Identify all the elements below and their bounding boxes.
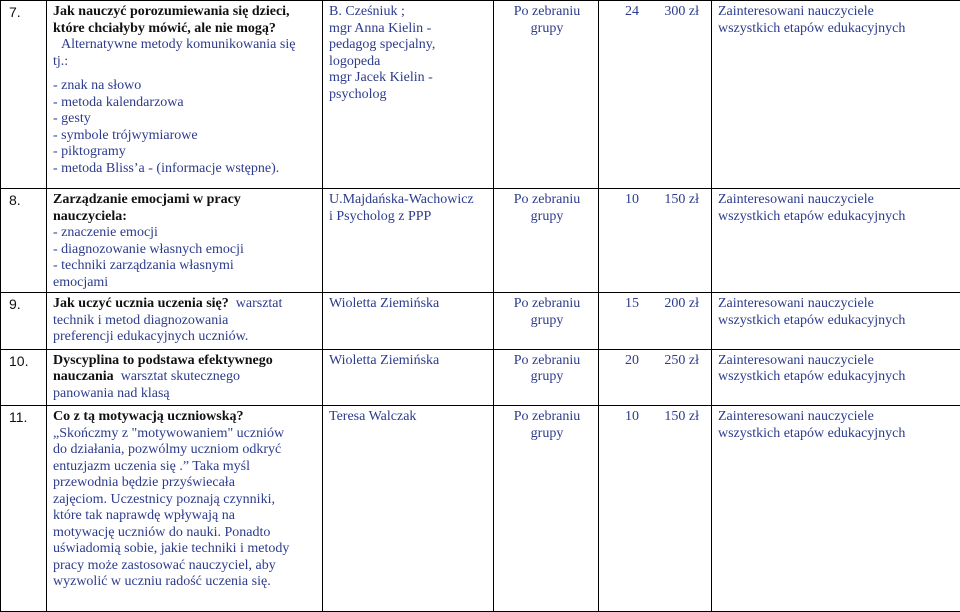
course-term	[494, 293, 599, 350]
term-line: Po zebraniu	[500, 296, 594, 313]
course-topic	[47, 1, 323, 189]
course-title-line: Zarządzanie emocjami w pracy	[53, 192, 318, 209]
course-description-line: - metoda Bliss’a - (informacje wstępne).	[53, 161, 318, 178]
hours-price-cell	[599, 1, 712, 189]
course-description-line: - gesty	[53, 111, 318, 128]
course-description-line: - metoda kalendarzowa	[53, 95, 318, 112]
course-description-line: - diagnozowanie własnych emocji	[53, 242, 318, 259]
row-number: 10.	[1, 349, 47, 406]
hours-price-cell	[599, 189, 712, 293]
course-hours: 15	[625, 296, 639, 313]
row-number: 11.	[1, 406, 47, 612]
course-price: 150 zł	[664, 192, 699, 209]
course-term	[494, 189, 599, 293]
audience-line: wszystkich etapów edukacyjnych	[718, 313, 956, 330]
course-audience	[712, 406, 960, 612]
course-description-line: emocjami	[53, 275, 318, 292]
table-row	[1, 1, 960, 189]
course-price: 300 zł	[664, 4, 699, 21]
term-line: grupy	[500, 21, 594, 38]
course-term	[494, 406, 599, 612]
course-description-line: - znaczenie emocji	[53, 225, 318, 242]
leader-line: mgr Anna Kielin -	[329, 21, 489, 38]
course-leader: Wioletta Ziemińska	[323, 293, 494, 350]
term-line: grupy	[500, 313, 594, 330]
course-audience	[712, 1, 960, 189]
course-title-line: nauczyciela:	[53, 209, 318, 226]
audience-line: Zainteresowani nauczyciele	[718, 296, 956, 313]
course-topic	[47, 349, 323, 406]
row-number	[1, 189, 47, 293]
term-line: grupy	[500, 369, 594, 386]
course-audience	[712, 189, 960, 293]
course-description-line: - techniki zarządzania własnymi	[53, 258, 318, 275]
course-leader: Wioletta Ziemińska	[323, 349, 494, 406]
audience-line: wszystkich etapów edukacyjnych	[718, 209, 956, 226]
table-row	[1, 406, 960, 612]
term-line: Po zebraniu	[500, 409, 594, 426]
audience-line: Zainteresowani nauczyciele	[718, 4, 956, 21]
course-hours: 20	[625, 353, 639, 370]
course-topic	[47, 406, 323, 612]
course-description-line: do działania, pozwólmy uczniom odkryć	[53, 442, 318, 459]
row-number-8: 8.	[9, 192, 21, 208]
course-audience	[712, 349, 960, 406]
audience-line: Zainteresowani nauczyciele	[718, 192, 956, 209]
course-title-line: Dyscyplina to podstawa efektywnego	[53, 353, 318, 370]
audience-line: Zainteresowani nauczyciele	[718, 409, 956, 426]
course-title: Co z tą motywacją uczniowską?	[53, 409, 318, 426]
course-title-line: Jak nauczyć porozumiewania się dzieci,	[53, 4, 318, 21]
course-description-line: motywację uczniów do nauki. Ponadto	[53, 525, 318, 542]
leader-line: mgr Jacek Kielin -	[329, 70, 489, 87]
table-row	[1, 189, 960, 293]
course-description-line: technik i metod diagnozowania	[53, 313, 318, 330]
hours-price-cell	[599, 293, 712, 350]
term-line: Po zebraniu	[500, 4, 594, 21]
row-number: 7.	[1, 1, 47, 189]
table-row	[1, 293, 960, 350]
audience-line: wszystkich etapów edukacyjnych	[718, 426, 956, 443]
term-line: Po zebraniu	[500, 353, 594, 370]
audience-line: wszystkich etapów edukacyjnych	[718, 369, 956, 386]
course-topic	[47, 293, 323, 350]
course-price: 150 zł	[664, 409, 699, 426]
course-description-line: uświadomią sobie, jakie techniki i metody	[53, 541, 318, 558]
course-description-line: warsztat skutecznego	[121, 369, 240, 384]
course-leader	[323, 189, 494, 293]
course-description-line: wyzwolić w uczniu radość uczenia się.	[53, 574, 318, 591]
course-description-line: entuzjazm uczenia się .” Taka myśl	[53, 459, 318, 476]
course-description-line: „Skończmy z "motywowaniem" uczniów	[53, 426, 318, 443]
course-topic	[47, 189, 323, 293]
course-description-line: warsztat	[236, 296, 283, 311]
course-price: 250 zł	[664, 353, 699, 370]
leader-line: i Psycholog z PPP	[329, 209, 489, 226]
course-hours: 10	[625, 192, 639, 209]
course-title: Jak uczyć ucznia uczenia się?	[53, 296, 229, 311]
course-title-line: nauczania	[53, 369, 114, 384]
leader-line: pedagog specjalny,	[329, 37, 489, 54]
hours-price-cell	[599, 406, 712, 612]
course-title-line: które chciałyby mówić, ale nie mogą?	[53, 21, 318, 38]
course-description-line: pracy może zastosować nauczyciel, aby	[53, 558, 318, 575]
leader-line: logopeda	[329, 54, 489, 71]
course-description-line: - piktogramy	[53, 144, 318, 161]
term-line: grupy	[500, 426, 594, 443]
course-leader	[323, 1, 494, 189]
course-hours: 24	[625, 4, 639, 21]
course-description-line: Alternatywne metody komunikowania się	[53, 37, 318, 54]
course-description-line: przewodnia będzie przyświecała	[53, 475, 318, 492]
term-line: Po zebraniu	[500, 192, 594, 209]
hours-price-cell	[599, 349, 712, 406]
spacer	[53, 70, 318, 78]
course-term	[494, 1, 599, 189]
course-price: 200 zł	[664, 296, 699, 313]
course-description-line: - znak na słowo	[53, 78, 318, 95]
course-term	[494, 349, 599, 406]
leader-line: psycholog	[329, 87, 489, 104]
course-description-line: tj.:	[53, 54, 318, 71]
course-leader: Teresa Walczak	[323, 406, 494, 612]
course-audience	[712, 293, 960, 350]
course-description-line: - symbole trójwymiarowe	[53, 128, 318, 145]
course-description-line: które tak naprawdę wpływają na	[53, 508, 318, 525]
term-line: grupy	[500, 209, 594, 226]
leader-line: U.Majdańska-Wachowicz	[329, 192, 489, 209]
course-description-line: preferencji edukacyjnych uczniów.	[53, 329, 318, 346]
table-row	[1, 349, 960, 406]
leader-line: B. Cześniuk ;	[329, 4, 489, 21]
course-description-line: panowania nad klasą	[53, 386, 318, 403]
row-number: 9.	[1, 293, 47, 350]
audience-line: wszystkich etapów edukacyjnych	[718, 21, 956, 38]
course-description-line: zajęciom. Uczestnicy poznają czynniki,	[53, 492, 318, 509]
course-hours: 10	[625, 409, 639, 426]
audience-line: Zainteresowani nauczyciele	[718, 353, 956, 370]
